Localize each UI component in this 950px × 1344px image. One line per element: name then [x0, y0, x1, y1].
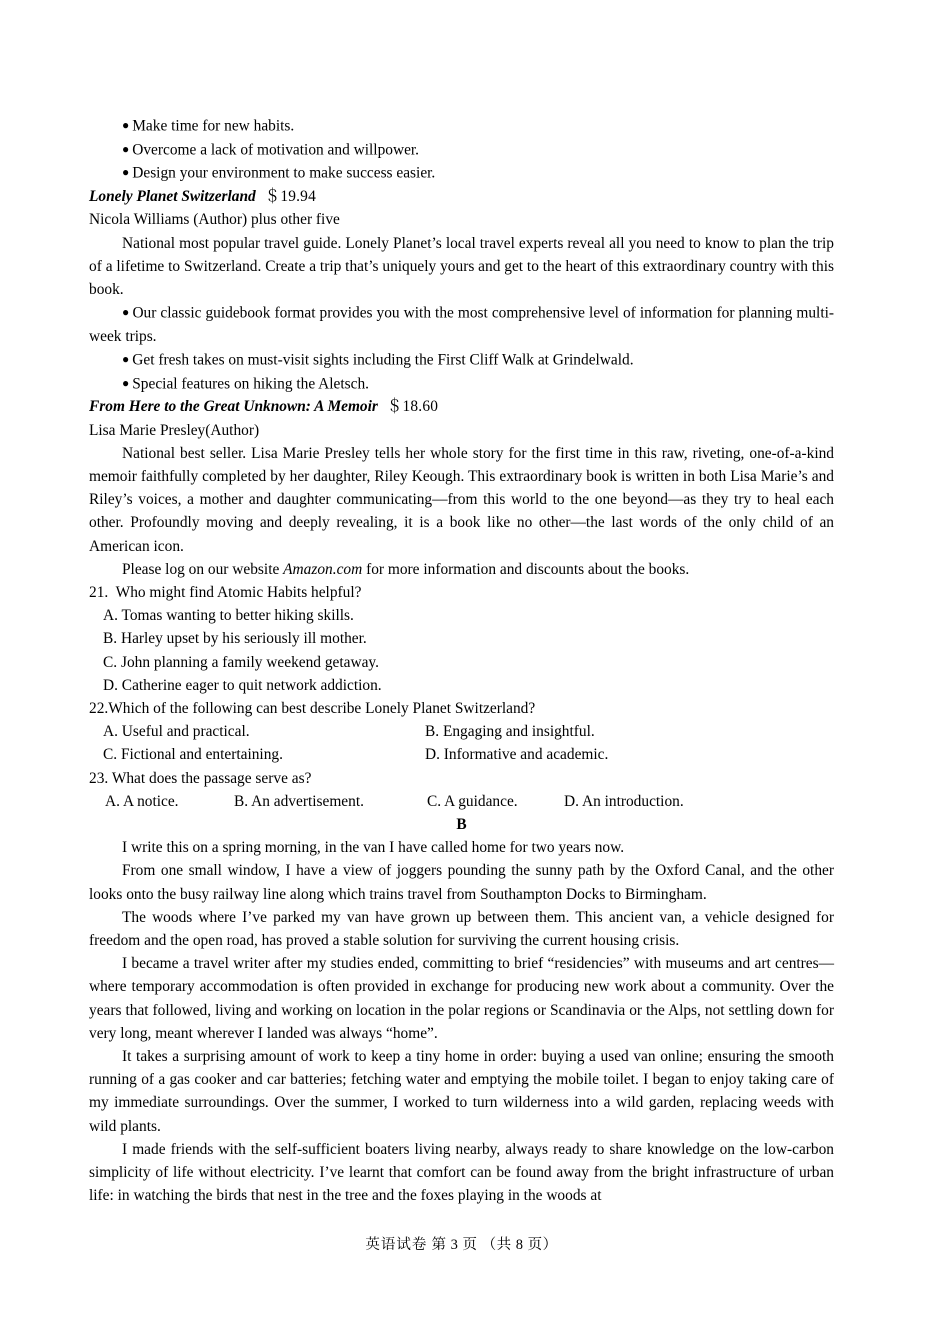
atomic-habits-bullet-3 — [89, 161, 834, 185]
question-21-number: 21. — [89, 584, 109, 602]
section-b-paragraph-5: It takes a surprising amount of work to keep a tiny home in order: buying a used van online; ensuring the smooth running of a gas cooker and car batteries; fetching water and emptying the mobile toilet. I began to enjoy taking care of my immediate surroundings. Over the summer, I worked to turn wilderness into a wild garden, replacing weeds with wild plants. — [89, 1048, 834, 1135]
question-22-number: 22. — [89, 700, 109, 718]
footer-total-prefix: （共 — [481, 1237, 512, 1253]
website-note-after: for more information and discounts about the books. — [362, 560, 690, 578]
bullet-dot-icon: ● — [122, 165, 130, 180]
bullet-text: Design your environment to make success easier. — [132, 164, 436, 182]
book-price: ＄18.60 — [386, 398, 439, 416]
lonely-planet-bullet-1 — [89, 301, 834, 348]
bullet-dot-icon: ● — [122, 352, 130, 367]
exam-page — [89, 0, 834, 1344]
bullet-dot-icon: ● — [122, 118, 130, 132]
website-note-before: Please log on our website — [122, 560, 284, 578]
section-b-paragraph-4: I became a travel writer after my studies ended, committing to brief “residencies” with museums and art centres—where temporary accommodation is often provided in exchange for producing new work about a community. Over the years that followed, living and working on location in the polar regions or Scandinavia or the Alps, not settling down for very long, meant wherever I landed was always “home”. — [89, 955, 834, 1042]
footer-subject: 英语试卷 — [365, 1237, 428, 1253]
question-23-text: What does the passage serve as? — [111, 769, 312, 787]
book-title-lonely-planet — [89, 185, 834, 208]
page-footer — [89, 1233, 834, 1254]
question-22-stem — [89, 697, 834, 720]
question-21-option-d[interactable]: D. Catherine eager to quit network addiction. — [103, 676, 382, 694]
question-21-option-a[interactable]: A. Tomas wanting to better hiking skills. — [103, 607, 354, 625]
footer-page-number: 3 — [450, 1237, 459, 1253]
section-b-paragraph-3: The woods where I’ve parked my van have grown up between them. This ancient van, a vehicle designed for freedom and the open road, has proved a stable solution for surviving the current housing crisis. — [89, 908, 834, 950]
website-note — [89, 558, 834, 581]
question-22-options-row-2 — [89, 743, 834, 766]
lonely-planet-bullet-3 — [89, 372, 834, 396]
bullet-text: Make time for new habits. — [132, 117, 295, 135]
bullet-text: Our classic guidebook format provides you with the most comprehensive level of information for planning multi-week trips. — [89, 304, 835, 345]
book-price: ＄19.94 — [264, 188, 316, 206]
question-23-option-d[interactable]: D. An introduction. — [564, 792, 684, 810]
bullet-dot-icon: ● — [122, 305, 130, 320]
footer-total-pages: 8 — [515, 1237, 524, 1253]
section-b-paragraph-2: From one small window, I have a view of joggers pounding the sunny path by the Oxford Canal, and the other looks onto the busy railway line along which trains travel from Southampton Docks to Birmingham. — [89, 862, 834, 903]
book-description-memoir: National best seller. Lisa Marie Presley tells her whole story for the first time in this raw, riveting, one-of-a-kind memoir faithfully completed by her daughter, Riley Keough. This extraordinary book is written in both Lisa Marie’s and Riley’s voices, a mother and daughter communicating—from this world to the one beyond—as they try to heal each other. Profoundly moving and deeply revealing, it is a book like no other—the last words of the only child of an American icon. — [89, 444, 834, 555]
question-23-number: 23. — [89, 769, 109, 787]
atomic-habits-bullet-2 — [89, 138, 834, 162]
bullet-dot-icon: ● — [122, 141, 130, 156]
question-23-option-a[interactable]: A. A notice. — [105, 792, 179, 810]
bullet-text: Special features on hiking the Aletsch. — [132, 375, 370, 393]
book-title-text: Lonely Planet Switzerland — [89, 188, 256, 206]
book-title-memoir — [89, 395, 834, 418]
footer-page-prefix: 第 — [431, 1237, 447, 1253]
book-title-text: From Here to the Great Unknown: A Memoir — [89, 398, 378, 416]
section-b-paragraph-1: I write this on a spring morning, in the van I have called home for two years now. — [122, 839, 625, 857]
question-23-stem — [89, 767, 834, 790]
bullet-text: Overcome a lack of motivation and willpower. — [132, 141, 420, 159]
section-b-paragraph-6: I made friends with the self-sufficient boaters living nearby, always ready to share knowledge on the low-carbon simplicity of life without electricity. I’ve learnt that comfort can be found away from the bright infrastructure of urban life: in watching the birds that nest in the tree and the foxes playing in the woods at — [89, 1140, 834, 1205]
question-21-stem — [89, 581, 834, 604]
section-letter-b: B — [456, 816, 467, 834]
question-22-text: Which of the following can best describe Lonely Planet Switzerland? — [108, 700, 536, 718]
question-22-option-a[interactable]: A. Useful and practical. — [103, 723, 250, 741]
question-22-options-row-1 — [89, 720, 834, 743]
atomic-habits-bullet-1 — [89, 114, 834, 138]
question-23-options-row — [89, 790, 834, 813]
page-content — [89, 0, 834, 1208]
question-23-option-c[interactable]: C. A guidance. — [427, 792, 518, 810]
website-link-text: Amazon.com — [283, 560, 363, 578]
question-22-option-d[interactable]: D. Informative and academic. — [425, 746, 609, 764]
book-description-lonely-planet: National most popular travel guide. Lonely Planet’s local travel experts reveal all you need to know to plan the trip of a lifetime to Switzerland. Create a trip that’s uniquely yours and get to the heart of this extraordinary country with this book. — [89, 234, 834, 298]
question-23-option-b[interactable]: B. An advertisement. — [234, 792, 364, 810]
question-21-option-b[interactable]: B. Harley upset by his seriously ill mother. — [103, 630, 367, 648]
book-author-lonely-planet: Nicola Williams (Author) plus other five — [89, 211, 340, 229]
bullet-dot-icon: ● — [122, 375, 130, 390]
question-21-option-c[interactable]: C. John planning a family weekend getaway. — [103, 653, 379, 671]
question-22-option-b[interactable]: B. Engaging and insightful. — [425, 723, 595, 741]
question-22-option-c[interactable]: C. Fictional and entertaining. — [103, 746, 283, 764]
lonely-planet-bullet-2 — [89, 348, 834, 372]
footer-page-unit: 页 — [462, 1237, 478, 1253]
footer-total-suffix: 页） — [527, 1237, 558, 1253]
question-21-text: Who might find Atomic Habits helpful? — [115, 584, 362, 602]
book-author-memoir: Lisa Marie Presley(Author) — [89, 421, 260, 439]
bullet-text: Get fresh takes on must-visit sights including the First Cliff Walk at Grindelwald. — [132, 351, 634, 369]
